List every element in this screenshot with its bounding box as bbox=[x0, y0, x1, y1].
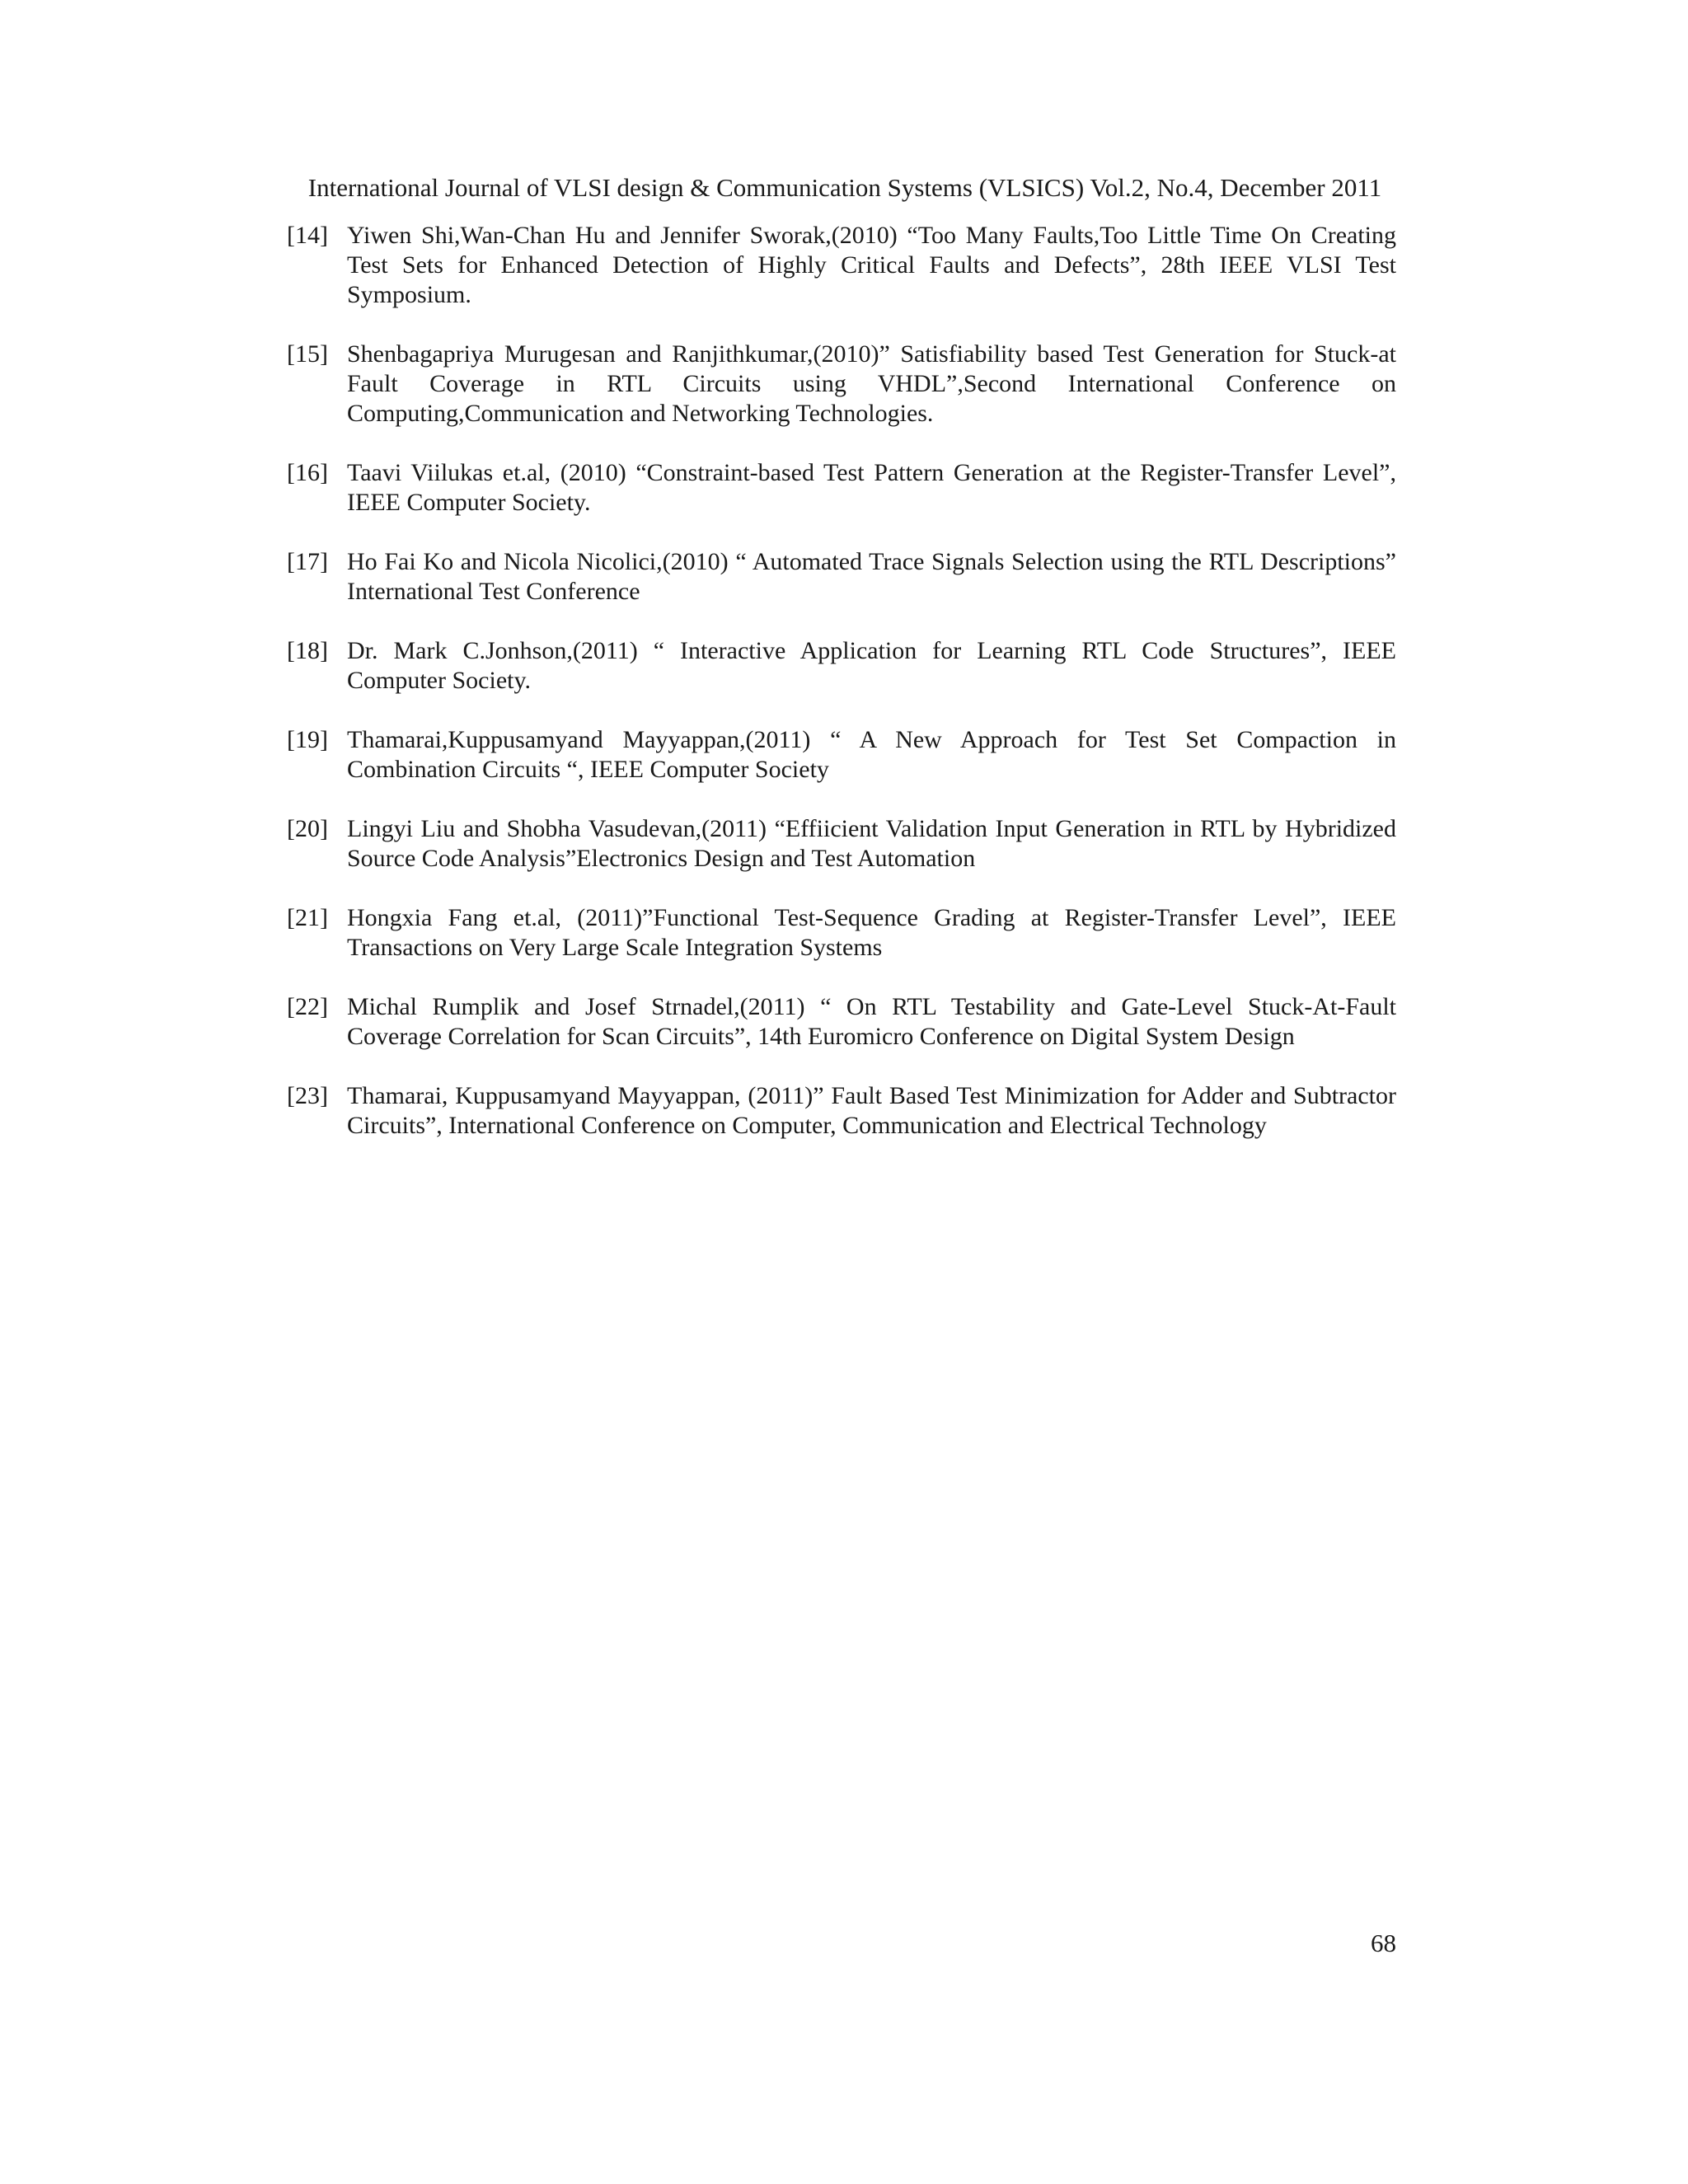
reference-number: [19] bbox=[287, 726, 328, 753]
reference-item bbox=[287, 814, 1396, 874]
reference-item bbox=[287, 903, 1396, 963]
reference-text: Taavi Viilukas et.al, (2010) “Constraint-based Test Pattern Generation at the Register-Transfer Level”, IEEE Computer Society. bbox=[347, 459, 1396, 516]
reference-item bbox=[287, 458, 1396, 518]
reference-text: Yiwen Shi,Wan-Chan Hu and Jennifer Sworak,(2010) “Too Many Faults,Too Little Time On Creating Test Sets for Enhanced Detection of Highly Critical Faults and Defects”, 28th IEEE VLSI Test Symposium. bbox=[347, 222, 1396, 308]
reference-list bbox=[287, 221, 1396, 1170]
reference-item bbox=[287, 1081, 1396, 1141]
reference-text: Ho Fai Ko and Nicola Nicolici,(2010) “ Automated Trace Signals Selection using the RTL Descriptions” International Test Conference bbox=[347, 548, 1396, 605]
reference-item bbox=[287, 992, 1396, 1052]
reference-text: Hongxia Fang et.al, (2011)”Functional Test-Sequence Grading at Register-Transfer Level”, IEEE Transactions on Very Large Scale Integration Systems bbox=[347, 904, 1396, 961]
reference-text: Lingyi Liu and Shobha Vasudevan,(2011) “Effiicient Validation Input Generation in RTL by Hybridized Source Code Analysis”Electronics Design and Test Automation bbox=[347, 815, 1396, 872]
reference-number: [22] bbox=[287, 993, 328, 1020]
reference-number: [15] bbox=[287, 340, 328, 368]
reference-text: Dr. Mark C.Jonhson,(2011) “ Interactive Application for Learning RTL Code Structures”, IEEE Computer Society. bbox=[347, 637, 1396, 694]
reference-number: [14] bbox=[287, 222, 328, 249]
reference-item bbox=[287, 340, 1396, 429]
reference-number: [23] bbox=[287, 1082, 328, 1109]
reference-text: Thamarai, Kuppusamyand Mayyappan, (2011)” Fault Based Test Minimization for Adder and Subtractor Circuits”, International Conference on Computer, Communication and Electrical Technology bbox=[347, 1082, 1396, 1139]
reference-number: [16] bbox=[287, 459, 328, 486]
reference-number: [17] bbox=[287, 548, 328, 575]
reference-text: Shenbagapriya Murugesan and Ranjithkumar,(2010)” Satisfiability based Test Generation for Stuck-at Fault Coverage in RTL Circuits using VHDL”,Second International Conference on Computing,Communication and Networking Technologies. bbox=[347, 340, 1396, 427]
reference-item bbox=[287, 547, 1396, 607]
reference-item bbox=[287, 636, 1396, 696]
reference-text: Thamarai,Kuppusamyand Mayyappan,(2011) “ A New Approach for Test Set Compaction in Combination Circuits “, IEEE Computer Society bbox=[347, 726, 1396, 783]
reference-number: [20] bbox=[287, 815, 328, 842]
reference-text: Michal Rumplik and Josef Strnadel,(2011) “ On RTL Testability and Gate-Level Stuck-At-Fault Coverage Correlation for Scan Circuits”, 14th Euromicro Conference on Digital System Design bbox=[347, 993, 1396, 1050]
reference-item bbox=[287, 725, 1396, 785]
reference-number: [18] bbox=[287, 637, 328, 664]
reference-number: [21] bbox=[287, 904, 328, 931]
running-header: International Journal of VLSI design & Communication Systems (VLSICS) Vol.2, No.4, December 2011 bbox=[307, 173, 1382, 202]
reference-item bbox=[287, 221, 1396, 310]
page-number: 68 bbox=[1371, 1929, 1396, 1957]
